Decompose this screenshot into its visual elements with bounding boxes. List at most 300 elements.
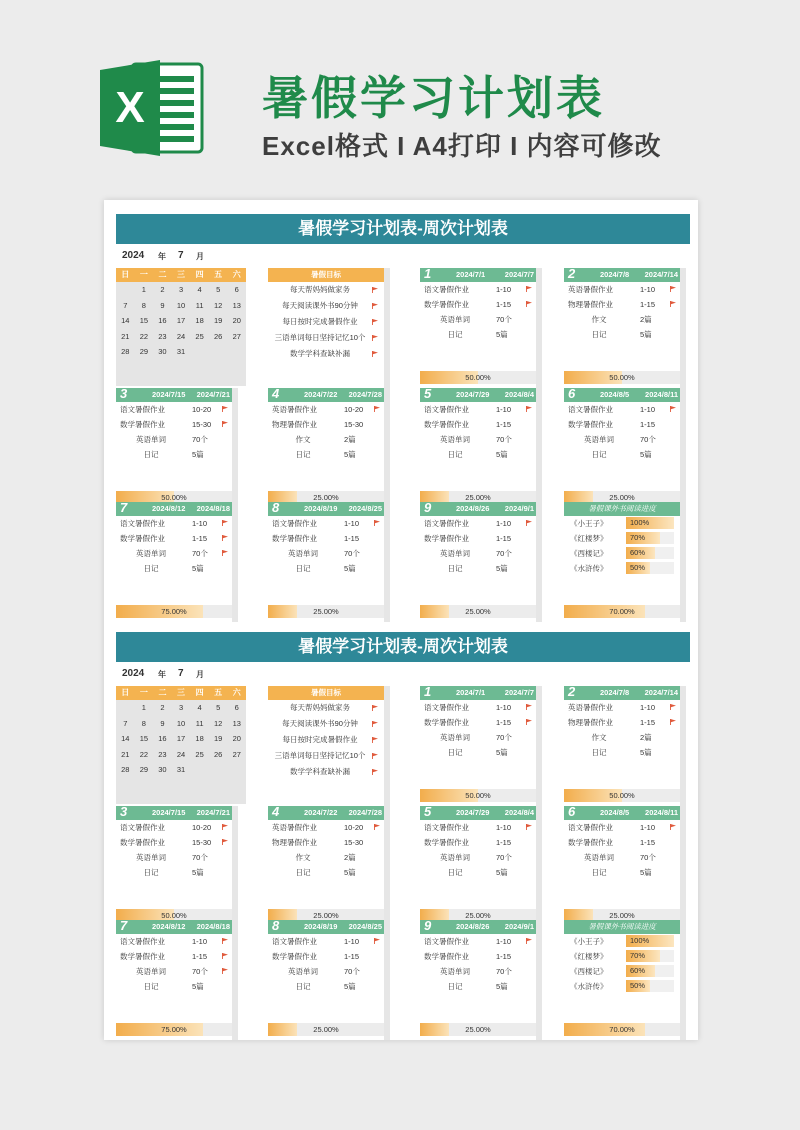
task-row: [564, 730, 680, 745]
week-end-date: 2024/7/7: [504, 270, 534, 279]
calendar-day: 25: [195, 331, 204, 341]
task-amount: 5篇: [496, 564, 508, 573]
task-row: [564, 312, 680, 327]
task-name: 数学暑假作业: [424, 300, 469, 309]
task-amount: 10-20: [344, 405, 364, 414]
calendar-day: 20: [232, 734, 241, 743]
week-header: [420, 502, 536, 516]
task-name: 英语单词: [136, 435, 166, 444]
goal-text: 每日按时完成暑假作业: [282, 317, 358, 326]
flag-icon: [374, 520, 380, 526]
task-amount: 1-10: [192, 519, 208, 528]
task-row: [420, 297, 536, 312]
weekday-label: 五: [214, 688, 223, 697]
task-name: 英语单词: [440, 435, 470, 444]
task-amount: 70个: [192, 967, 208, 976]
week-end-date: 2024/7/28: [348, 390, 382, 399]
task-name: 英语暑假作业: [272, 823, 317, 832]
goal-text: 每天帮妈妈做家务: [290, 703, 350, 712]
calendar-day: 30: [158, 765, 167, 774]
flag-icon: [670, 719, 676, 725]
task-row: [564, 402, 680, 417]
book-progress-percent: 50%: [630, 981, 646, 990]
calendar-day: 1: [141, 285, 146, 294]
week-end-date: 2024/9/1: [504, 504, 534, 513]
book-row: [564, 561, 680, 576]
task-amount: 1-15: [344, 952, 360, 961]
task-name: 日记: [295, 982, 311, 991]
progress-percent: 50.00%: [465, 373, 491, 382]
plan-banner: 暑假学习计划表-周次计划表: [116, 632, 690, 662]
week-card: [420, 686, 542, 806]
task-amount: 15-30: [344, 420, 364, 429]
task-row: [564, 850, 680, 865]
calendar-day: 14: [121, 316, 130, 325]
week-header: [268, 920, 384, 934]
book-title: 《红楼梦》: [570, 952, 608, 961]
week-card: [268, 502, 390, 622]
task-row: [420, 516, 536, 531]
task-row: [420, 820, 536, 835]
task-name: 数学暑假作业: [272, 534, 317, 543]
task-name: 英语单词: [440, 315, 470, 324]
task-amount: 70个: [640, 435, 656, 444]
task-amount: 1-15: [192, 534, 208, 543]
calendar-day: 6: [234, 703, 239, 712]
week-number: 3: [120, 386, 128, 401]
task-amount: 2篇: [640, 733, 652, 742]
task-row: [116, 865, 232, 880]
week-card: [564, 686, 686, 806]
weekday-label: 六: [232, 688, 241, 697]
calendar-day: 24: [176, 749, 186, 759]
week-start-date: 2024/7/8: [600, 688, 630, 697]
task-name: 语文暑假作业: [424, 285, 469, 294]
task-row: [116, 835, 232, 850]
calendar-day: 17: [176, 734, 186, 743]
book-title: 《水浒传》: [570, 564, 608, 573]
task-row: [420, 546, 536, 561]
task-row: [116, 850, 232, 865]
calendar-day: 8: [141, 300, 146, 310]
flag-icon: [222, 406, 228, 412]
flag-icon: [526, 520, 532, 526]
calendar-day: 22: [139, 331, 149, 341]
month-unit: 月: [196, 670, 204, 679]
week-card: [420, 502, 542, 622]
calendar-day: 2: [160, 285, 165, 294]
task-name: 日记: [591, 868, 607, 877]
task-amount: 70个: [496, 435, 512, 444]
year-value: 2024: [122, 668, 145, 679]
task-row: [116, 561, 232, 576]
task-name: 日记: [295, 450, 311, 459]
task-amount: 1-15: [344, 534, 360, 543]
progress-bar: [564, 1023, 680, 1036]
goal-item: [268, 298, 384, 314]
task-row: [420, 447, 536, 462]
logo-letter: X: [115, 83, 145, 132]
task-amount: 1-15: [496, 718, 512, 727]
calendar-day: 7: [123, 718, 128, 728]
task-amount: 5篇: [192, 564, 204, 573]
calendar-row: [116, 700, 246, 716]
task-amount: 5篇: [640, 450, 652, 459]
task-amount: 5篇: [344, 982, 356, 991]
calendar-day: 9: [160, 300, 165, 310]
task-amount: 5篇: [496, 450, 508, 459]
task-row: [268, 561, 384, 576]
task-name: 物理暑假作业: [568, 718, 613, 727]
flag-icon: [526, 704, 532, 710]
task-row: [116, 417, 232, 432]
task-amount: 1-10: [496, 519, 512, 528]
week-number: 7: [120, 918, 128, 933]
task-row: [116, 820, 232, 835]
task-name: 英语单词: [288, 967, 318, 976]
page-subtitle: Excel格式 I A4打印 I 内容可修改: [262, 131, 662, 161]
week-number: 4: [272, 386, 280, 401]
calendar: [116, 686, 246, 804]
calendar-day: 14: [121, 734, 130, 743]
calendar-day: 19: [214, 316, 223, 325]
task-name: 数学暑假作业: [120, 420, 165, 429]
task-amount: 1-10: [640, 405, 656, 414]
task-amount: 5篇: [640, 868, 652, 877]
task-amount: 1-15: [640, 718, 656, 727]
task-amount: 1-15: [496, 534, 512, 543]
book-progress-percent: 70%: [630, 951, 646, 960]
flag-icon: [526, 301, 532, 307]
weekday-label: 一: [139, 688, 148, 697]
task-row: [116, 979, 232, 994]
calendar-day: 11: [195, 718, 204, 728]
task-name: 英语单词: [584, 853, 614, 862]
week-start-date: 2024/8/26: [456, 504, 490, 513]
weekday-label: 四: [195, 688, 204, 697]
calendar-day: [116, 282, 135, 298]
flag-icon: [526, 719, 532, 725]
task-amount: 70个: [640, 853, 656, 862]
week-end-date: 2024/8/4: [504, 808, 534, 817]
week-end-date: 2024/7/21: [196, 390, 230, 399]
task-row: [420, 745, 536, 760]
task-name: 数学暑假作业: [120, 534, 165, 543]
task-amount: 5篇: [344, 868, 356, 877]
weekday-label: 一: [139, 270, 148, 279]
task-name: 语文暑假作业: [568, 405, 613, 414]
task-amount: 70个: [192, 549, 208, 558]
task-name: 日记: [447, 982, 463, 991]
calendar-day: [190, 344, 209, 360]
flag-icon: [222, 938, 228, 944]
goal-item: [268, 748, 384, 764]
progress-percent: 75.00%: [161, 1025, 187, 1034]
week-number: 8: [272, 918, 280, 933]
weekday-label: 三: [177, 688, 186, 697]
progress-bar: [268, 1023, 384, 1036]
task-row: [116, 516, 232, 531]
book-progress-bar: [626, 965, 674, 977]
progress-percent: 25.00%: [465, 911, 491, 920]
task-amount: 1-10: [496, 937, 512, 946]
weekday-label: 二: [158, 270, 167, 279]
task-row: [420, 865, 536, 880]
calendar-row: [116, 313, 246, 329]
book-progress-bar: [626, 547, 674, 559]
flag-icon: [372, 303, 378, 309]
task-row: [116, 402, 232, 417]
calendar: [116, 268, 246, 386]
task-amount: 1-15: [496, 952, 512, 961]
task-row: [268, 531, 384, 546]
task-name: 语文暑假作业: [568, 823, 613, 832]
plan-block: [116, 214, 690, 614]
week-number: 3: [120, 804, 128, 819]
progress-bar: [420, 371, 536, 384]
task-row: [420, 964, 536, 979]
task-amount: 5篇: [344, 564, 356, 573]
book-row: [564, 516, 680, 531]
task-row: [564, 327, 680, 342]
task-row: [268, 964, 384, 979]
progress-bar: [268, 605, 384, 618]
task-name: 语文暑假作业: [424, 405, 469, 414]
calendar-row: [116, 298, 246, 314]
page-header: [0, 0, 800, 190]
calendar-day: [209, 344, 228, 360]
task-row: [420, 327, 536, 342]
task-amount: 1-15: [640, 300, 656, 309]
task-row: [268, 934, 384, 949]
week-card: [116, 920, 238, 1040]
week-start-date: 2024/8/12: [152, 922, 186, 931]
task-row: [116, 432, 232, 447]
calendar-row: [116, 282, 246, 298]
book-progress-percent: 70%: [630, 533, 646, 542]
task-name: 日记: [143, 982, 159, 991]
week-header: [268, 388, 384, 402]
week-start-date: 2024/7/1: [456, 688, 486, 697]
excel-logo-icon: [100, 60, 205, 156]
task-amount: 5篇: [640, 748, 652, 757]
task-amount: 70个: [496, 549, 512, 558]
progress-percent: 25.00%: [465, 1025, 491, 1034]
week-card: [420, 920, 542, 1040]
task-amount: 5篇: [192, 982, 204, 991]
task-amount: 15-30: [344, 838, 364, 847]
calendar-day: 28: [121, 765, 130, 774]
task-amount: 1-10: [496, 405, 512, 414]
task-amount: 10-20: [192, 405, 212, 414]
task-row: [420, 934, 536, 949]
task-amount: 15-30: [192, 420, 212, 429]
week-number: 6: [568, 386, 576, 401]
task-row: [564, 715, 680, 730]
calendar-day: 8: [141, 718, 146, 728]
task-name: 语文暑假作业: [424, 703, 469, 712]
task-row: [564, 865, 680, 880]
task-row: [564, 282, 680, 297]
week-end-date: 2024/9/1: [504, 922, 534, 931]
book-progress-bar: [626, 950, 674, 962]
flag-icon: [526, 938, 532, 944]
book-progress-bar: [626, 980, 674, 992]
week-end-date: 2024/7/7: [504, 688, 534, 697]
week-end-date: 2024/7/14: [644, 688, 678, 697]
calendar-day: 19: [214, 734, 223, 743]
goal-item: [268, 764, 384, 780]
week-number: 1: [424, 684, 432, 699]
task-name: 数学暑假作业: [424, 952, 469, 961]
task-name: 英语单词: [136, 967, 166, 976]
task-name: 物理暑假作业: [568, 300, 613, 309]
week-header: [564, 806, 680, 820]
task-amount: 5篇: [192, 450, 204, 459]
task-amount: 1-10: [496, 703, 512, 712]
task-row: [116, 546, 232, 561]
weekday-label: 二: [158, 688, 167, 697]
goal-text: 每天阅读课外书90分钟: [282, 719, 358, 728]
week-start-date: 2024/8/12: [152, 504, 186, 513]
task-row: [268, 516, 384, 531]
plan-sheet: [104, 200, 698, 1040]
flag-icon: [526, 286, 532, 292]
week-card: [420, 268, 542, 388]
week-end-date: 2024/7/14: [644, 270, 678, 279]
calendar-weekday-header: [116, 686, 246, 700]
task-name: 英语单词: [136, 853, 166, 862]
year-value: 2024: [122, 250, 145, 261]
task-row: [268, 417, 384, 432]
calendar-day: 12: [214, 718, 223, 728]
task-amount: 5篇: [192, 868, 204, 877]
task-name: 数学暑假作业: [120, 838, 165, 847]
week-number: 1: [424, 266, 432, 281]
task-row: [420, 417, 536, 432]
week-start-date: 2024/7/22: [304, 808, 338, 817]
progress-percent: 25.00%: [465, 607, 491, 616]
book-progress-bar: [626, 517, 674, 529]
week-card: [564, 268, 686, 388]
week-number: 7: [120, 500, 128, 515]
flag-icon: [372, 721, 378, 727]
task-amount: 5篇: [496, 868, 508, 877]
goal-text: 三语单词每日坚持记忆10个: [274, 333, 366, 342]
task-name: 英语单词: [440, 853, 470, 862]
task-name: 英语单词: [136, 549, 166, 558]
week-header: [420, 388, 536, 402]
week-header: [116, 806, 232, 820]
week-end-date: 2024/8/18: [196, 922, 230, 931]
calendar-day: 1: [141, 703, 146, 712]
task-amount: 10-20: [192, 823, 212, 832]
task-name: 数学暑假作业: [424, 420, 469, 429]
calendar-day: 29: [139, 765, 149, 774]
task-amount: 1-15: [496, 420, 512, 429]
calendar-day: [116, 700, 135, 716]
calendar-day: 3: [178, 703, 184, 712]
calendar-row: [116, 747, 246, 763]
book-progress-percent: 50%: [630, 563, 646, 572]
week-start-date: 2024/8/19: [304, 504, 338, 513]
calendar-day: [190, 762, 209, 778]
progress-percent: 25.00%: [609, 493, 635, 502]
progress-bar: [420, 1023, 536, 1036]
task-row: [420, 402, 536, 417]
week-header: [564, 388, 680, 402]
reading-header: 暑假课外书阅读进度: [564, 502, 680, 516]
week-header: [564, 268, 680, 282]
plan-block: [116, 632, 690, 1032]
book-progress-percent: 60%: [630, 966, 646, 975]
task-row: [420, 531, 536, 546]
task-name: 日记: [447, 748, 463, 757]
task-amount: 1-10: [496, 285, 512, 294]
calendar-day: 30: [158, 347, 167, 356]
flag-icon: [372, 753, 378, 759]
week-header: [420, 920, 536, 934]
week-header: [116, 502, 232, 516]
task-row: [268, 432, 384, 447]
week-start-date: 2024/7/15: [152, 390, 186, 399]
book-title: 《水浒传》: [570, 982, 608, 991]
task-row: [564, 820, 680, 835]
progress-percent: 25.00%: [313, 911, 339, 920]
calendar-day: 18: [195, 316, 204, 325]
week-end-date: 2024/8/25: [348, 922, 382, 931]
week-start-date: 2024/8/19: [304, 922, 338, 931]
book-row: [564, 979, 680, 994]
task-row: [116, 531, 232, 546]
week-card: [420, 388, 542, 508]
weekday-label: 四: [195, 270, 204, 279]
flag-icon: [670, 286, 676, 292]
book-title: 《红楼梦》: [570, 534, 608, 543]
calendar-day: 2: [160, 703, 165, 712]
task-row: [564, 417, 680, 432]
progress-percent: 25.00%: [313, 493, 339, 502]
task-row: [564, 835, 680, 850]
task-name: 语文暑假作业: [120, 937, 165, 946]
plan-banner: 暑假学习计划表-周次计划表: [116, 214, 690, 244]
progress-percent: 50.00%: [609, 373, 635, 382]
week-start-date: 2024/7/1: [456, 270, 486, 279]
task-name: 语文暑假作业: [272, 519, 317, 528]
task-row: [268, 820, 384, 835]
calendar-day: 26: [214, 331, 223, 341]
calendar-day: 15: [139, 316, 149, 325]
year-unit: 年: [158, 670, 166, 679]
book-progress-bar: [626, 532, 674, 544]
month-value: 7: [178, 250, 184, 261]
calendar-row: [116, 731, 246, 747]
weekday-label: 日: [121, 688, 130, 697]
progress-percent: 50.00%: [609, 791, 635, 800]
task-amount: 10-20: [344, 823, 364, 832]
week-end-date: 2024/8/11: [645, 390, 678, 399]
week-card: [268, 806, 390, 926]
task-amount: 70个: [192, 435, 208, 444]
calendar-day: 3: [178, 285, 184, 294]
task-amount: 2篇: [640, 315, 652, 324]
book-progress-bar: [626, 562, 674, 574]
week-card: [268, 388, 390, 508]
task-name: 语文暑假作业: [120, 405, 165, 414]
reading-card: [564, 502, 686, 622]
task-name: 日记: [447, 450, 463, 459]
flag-icon: [526, 406, 532, 412]
